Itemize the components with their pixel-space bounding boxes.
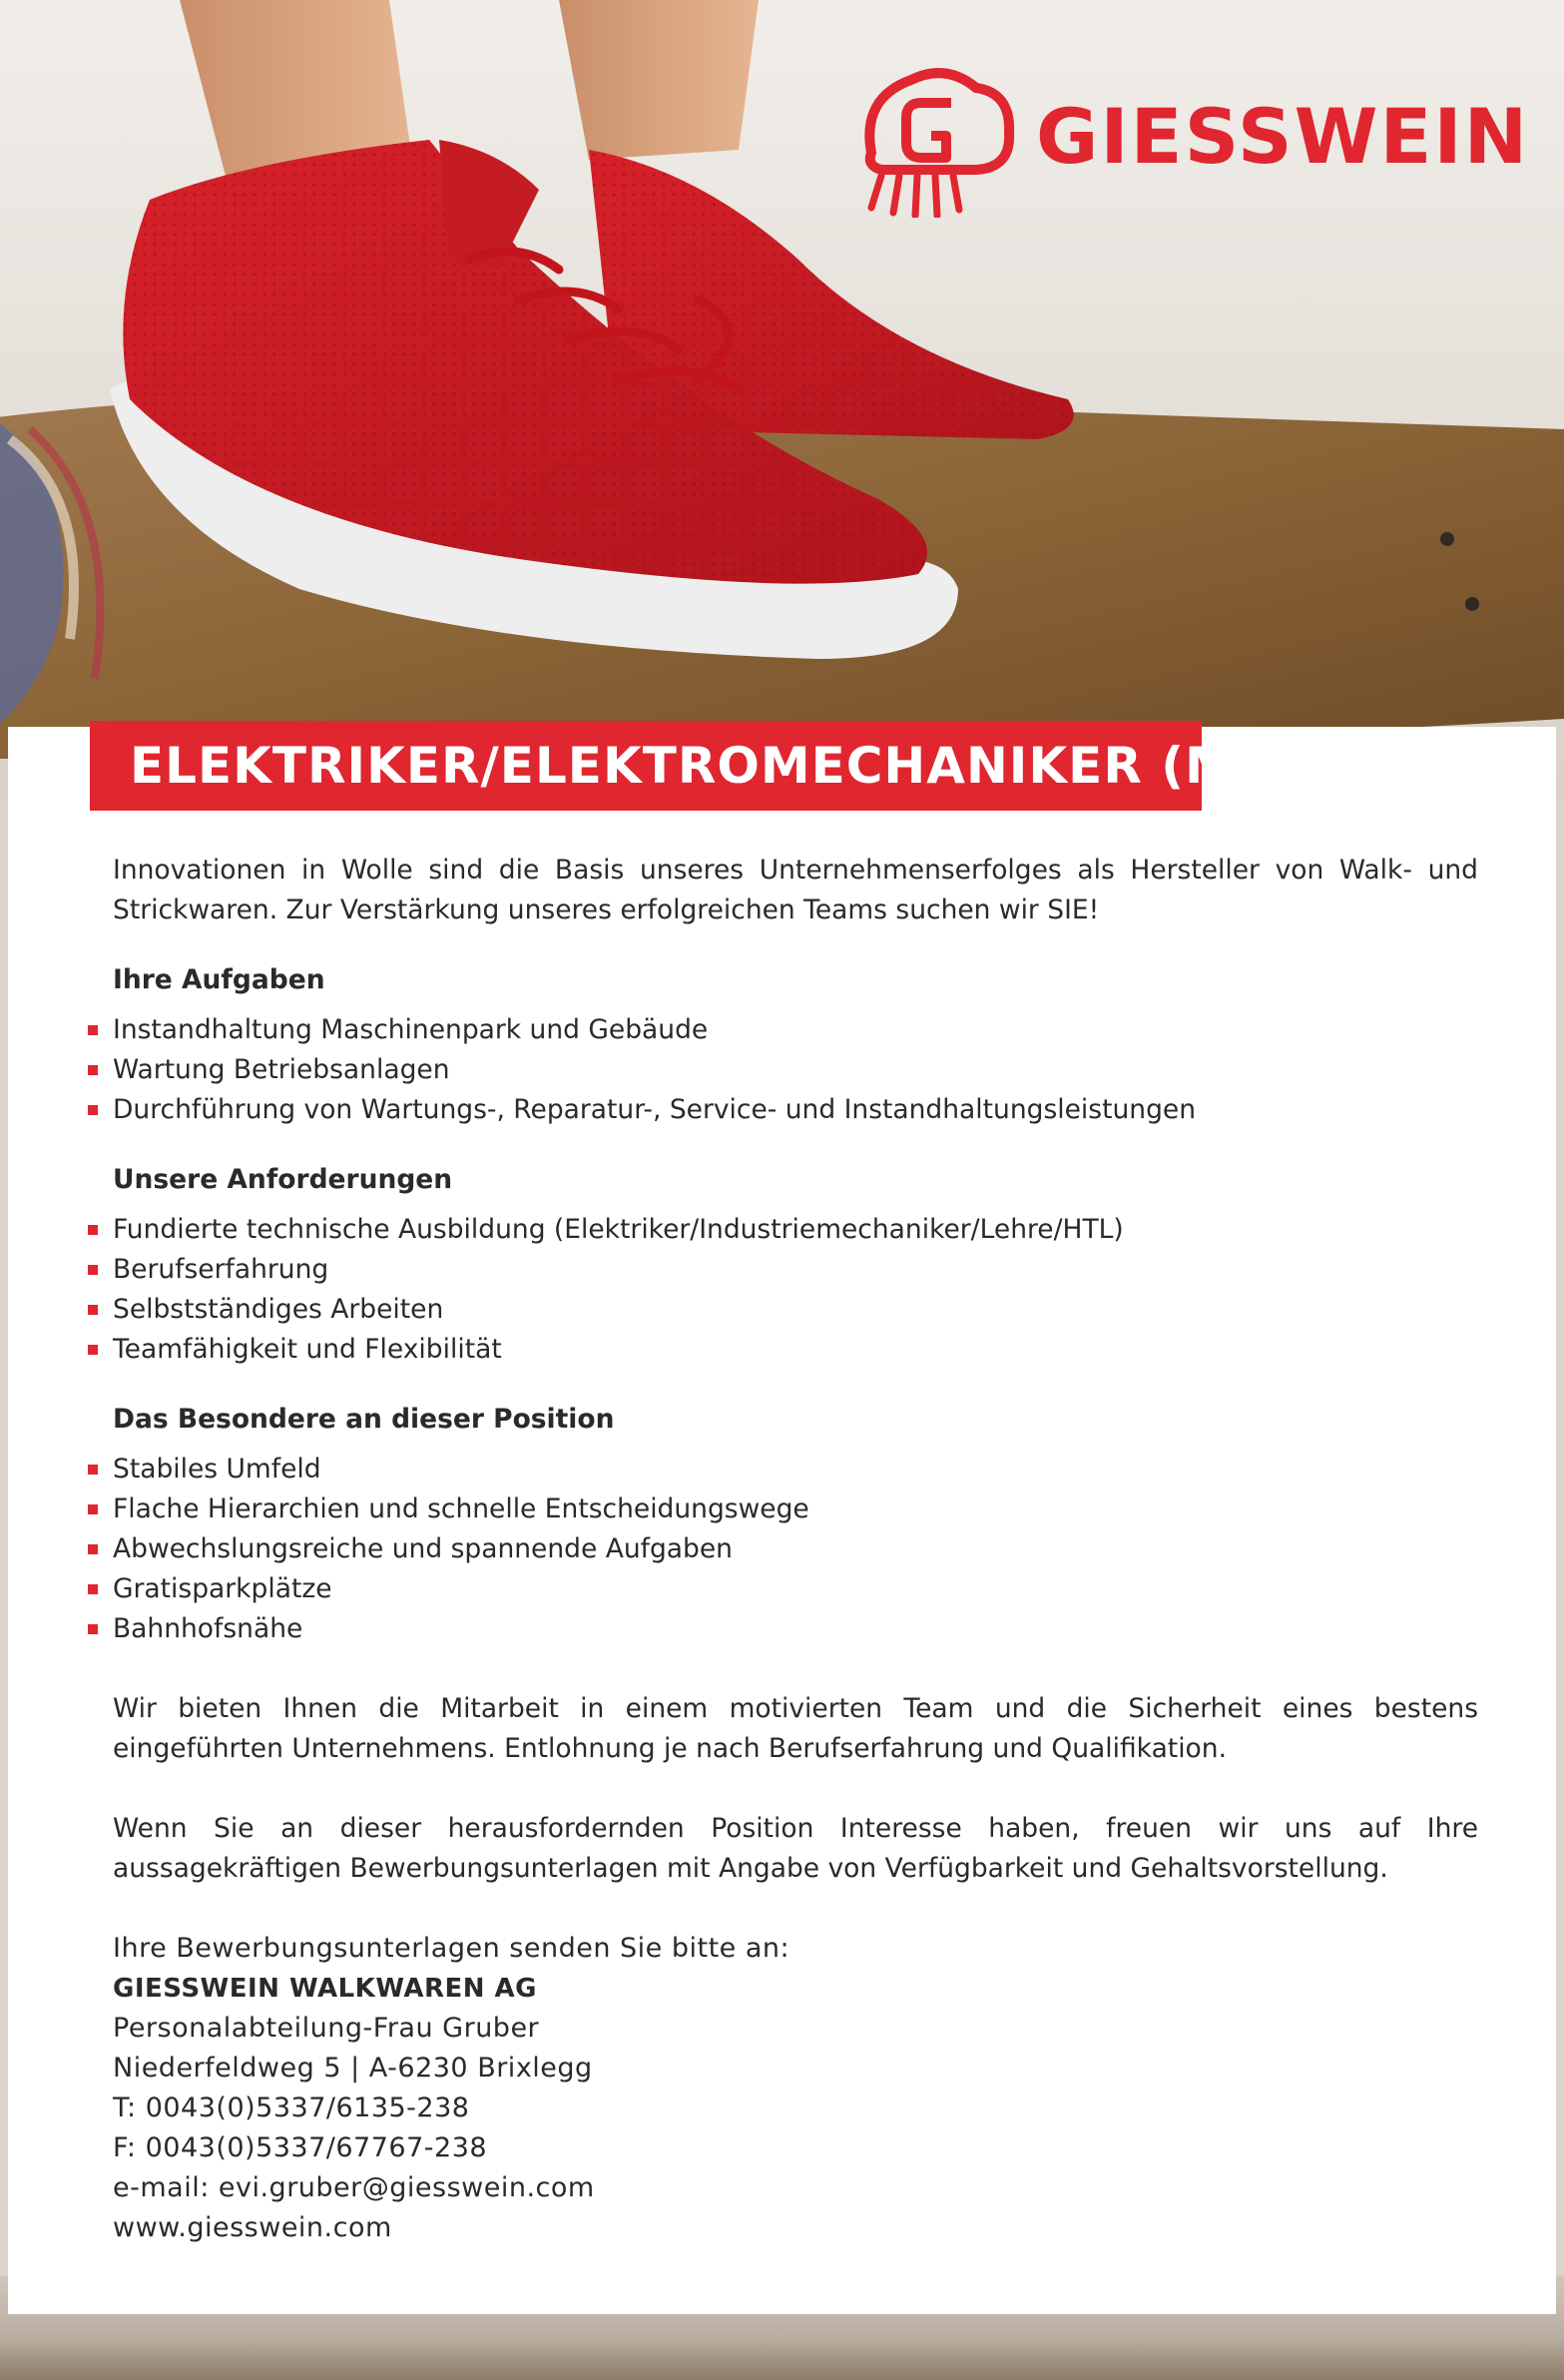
- contact-company: GIESSWEIN WALKWAREN AG: [113, 1974, 538, 2004]
- list-item: Bahnhofsnähe: [113, 1609, 1478, 1649]
- list-item: Fundierte technische Ausbildung (Elektriker/Industriemechaniker/Lehre/HTL): [113, 1210, 1478, 1250]
- job-title: ELEKTRIKER/ELEKTROMECHANIKER (M/W): [90, 721, 1202, 811]
- list-item: Stabiles Umfeld: [113, 1450, 1478, 1489]
- apply-paragraph: Wenn Sie an dieser herausfordernden Position Interesse haben, freuen wir uns auf Ihre aussagekräftigen Bewerbungsunterlagen mit Angabe von Verfügbarkeit und Gehaltsvorstellung.: [113, 1813, 1478, 1884]
- contact-block: [113, 1929, 1478, 2248]
- bullet-icon: [88, 1105, 98, 1115]
- bullet-icon: [88, 1305, 98, 1315]
- list-item: Abwechslungsreiche und spannende Aufgaben: [113, 1529, 1478, 1569]
- tasks-list: [113, 1010, 1478, 1130]
- requirements-list: [113, 1210, 1478, 1370]
- list-item: Selbstständiges Arbeiten: [113, 1290, 1478, 1330]
- list-item: Flache Hierarchien und schnelle Entscheidungswege: [113, 1489, 1478, 1529]
- list-item: Instandhaltung Maschinenpark und Gebäude: [113, 1010, 1478, 1050]
- job-description: [113, 851, 1478, 2248]
- contact-department: Personalabteilung-Frau Gruber: [113, 2013, 540, 2044]
- list-item: Berufserfahrung: [113, 1250, 1478, 1290]
- bullet-icon: [88, 1624, 98, 1634]
- list-item: Durchführung von Wartungs-, Reparatur-, Service- und Instandhaltungsleistungen: [113, 1090, 1478, 1130]
- list-item: Teamfähigkeit und Flexibilität: [113, 1330, 1478, 1370]
- section-heading-requirements: Unsere Anforderungen: [113, 1164, 453, 1195]
- section-heading-benefits: Das Besondere an dieser Position: [113, 1404, 615, 1435]
- bullet-icon: [88, 1544, 98, 1554]
- bullet-icon: [88, 1065, 98, 1075]
- contact-website[interactable]: www.giesswein.com: [113, 2212, 392, 2243]
- brand-name: GIESSWEIN: [1036, 92, 1530, 181]
- section-heading-tasks: Ihre Aufgaben: [113, 964, 325, 995]
- bullet-icon: [88, 1465, 98, 1475]
- benefits-list: [113, 1450, 1478, 1649]
- giesswein-emblem-icon: [851, 58, 1021, 218]
- list-item: Gratisparkplätze: [113, 1569, 1478, 1609]
- contact-phone: T: 0043(0)5337/6135-238: [113, 2092, 470, 2123]
- list-item: Wartung Betriebsanlagen: [113, 1050, 1478, 1090]
- offer-paragraph: Wir bieten Ihnen die Mitarbeit in einem motivierten Team und die Sicherheit eines bestens eingeführten Unternehmens. Entlohnung je nach Berufserfahrung und Qualifikation.: [113, 1693, 1478, 1764]
- bullet-icon: [88, 1584, 98, 1594]
- bullet-icon: [88, 1225, 98, 1235]
- contact-email[interactable]: e-mail: evi.gruber@giesswein.com: [113, 2172, 595, 2203]
- contact-address: Niederfeldweg 5 | A-6230 Brixlegg: [113, 2053, 593, 2083]
- brand-logo: [851, 58, 1530, 218]
- contact-fax: F: 0043(0)5337/67767-238: [113, 2132, 488, 2163]
- bullet-icon: [88, 1345, 98, 1355]
- intro-paragraph: Innovationen in Wolle sind die Basis unseres Unternehmenserfolges als Hersteller von Walk- und Strickwaren. Zur Verstärkung unseres erfolgreichen Teams suchen wir SIE!: [113, 855, 1478, 925]
- contact-intro: Ihre Bewerbungsunterlagen senden Sie bitte an:: [113, 1933, 790, 1964]
- bullet-icon: [88, 1265, 98, 1275]
- bullet-icon: [88, 1504, 98, 1514]
- bullet-icon: [88, 1025, 98, 1035]
